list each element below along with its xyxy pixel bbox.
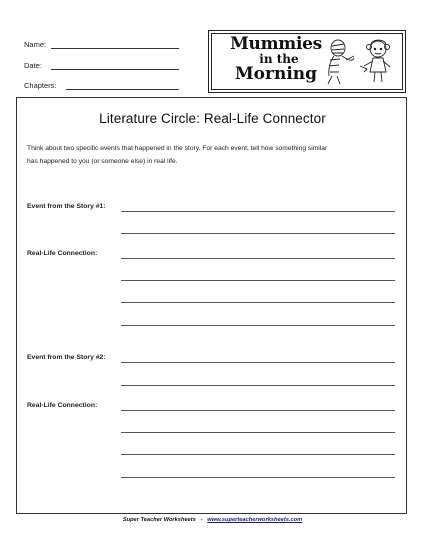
connection-1-line-1[interactable] bbox=[121, 258, 395, 259]
book-title-line2: in the bbox=[259, 52, 299, 66]
event-2-label: Event from the Story #2: bbox=[27, 354, 106, 361]
book-title-box bbox=[211, 33, 403, 90]
event-2-line-1[interactable] bbox=[121, 362, 395, 363]
chapters-label: Chapters: bbox=[24, 81, 57, 90]
worksheet-title: Literature Circle: Real-Life Connector bbox=[99, 111, 326, 126]
connection-2-label: Real-Life Connection: bbox=[27, 402, 98, 409]
instructions bbox=[27, 143, 403, 168]
connection-2-line-3[interactable] bbox=[121, 454, 395, 455]
connection-1-line-4[interactable] bbox=[121, 325, 395, 326]
name-field[interactable] bbox=[24, 40, 46, 49]
footer-url-link[interactable]: www.superteacherworksheets.com bbox=[207, 517, 303, 523]
name-line bbox=[51, 48, 179, 49]
chapters-line bbox=[66, 89, 179, 90]
book-title-line3: Morning bbox=[234, 64, 318, 84]
event-1-label: Event from the Story #1: bbox=[27, 203, 106, 210]
mummy-illustration-icon bbox=[320, 36, 396, 86]
book-title-line1: Mummies bbox=[230, 34, 322, 54]
worksheet-frame bbox=[16, 97, 407, 514]
book-title bbox=[230, 36, 322, 83]
connection-2-line-1[interactable] bbox=[121, 410, 395, 411]
connection-1-line-2[interactable] bbox=[121, 280, 395, 281]
footer bbox=[0, 517, 425, 523]
name-label: Name: bbox=[24, 40, 47, 49]
event-1-line-2[interactable] bbox=[121, 233, 395, 234]
connection-1-label: Real-Life Connection: bbox=[27, 250, 98, 257]
date-line bbox=[51, 69, 179, 70]
chapters-field[interactable] bbox=[24, 81, 57, 90]
event-2-line-2[interactable] bbox=[121, 385, 395, 386]
connection-2-line-4[interactable] bbox=[121, 477, 395, 478]
date-label: Date: bbox=[24, 61, 42, 70]
event-1-line-1[interactable] bbox=[121, 211, 395, 212]
connection-1-line-3[interactable] bbox=[121, 302, 395, 303]
instructions-line1: Think about two specific events that happened in the story. For each event, tell how something similar bbox=[27, 145, 328, 152]
instructions-line2: has happened to you (or someone else) in real life. bbox=[27, 157, 178, 165]
footer-brand: Super Teacher Worksheets bbox=[122, 517, 196, 523]
footer-separator: - bbox=[200, 517, 203, 523]
connection-2-line-2[interactable] bbox=[121, 432, 395, 433]
date-field[interactable] bbox=[24, 61, 42, 70]
